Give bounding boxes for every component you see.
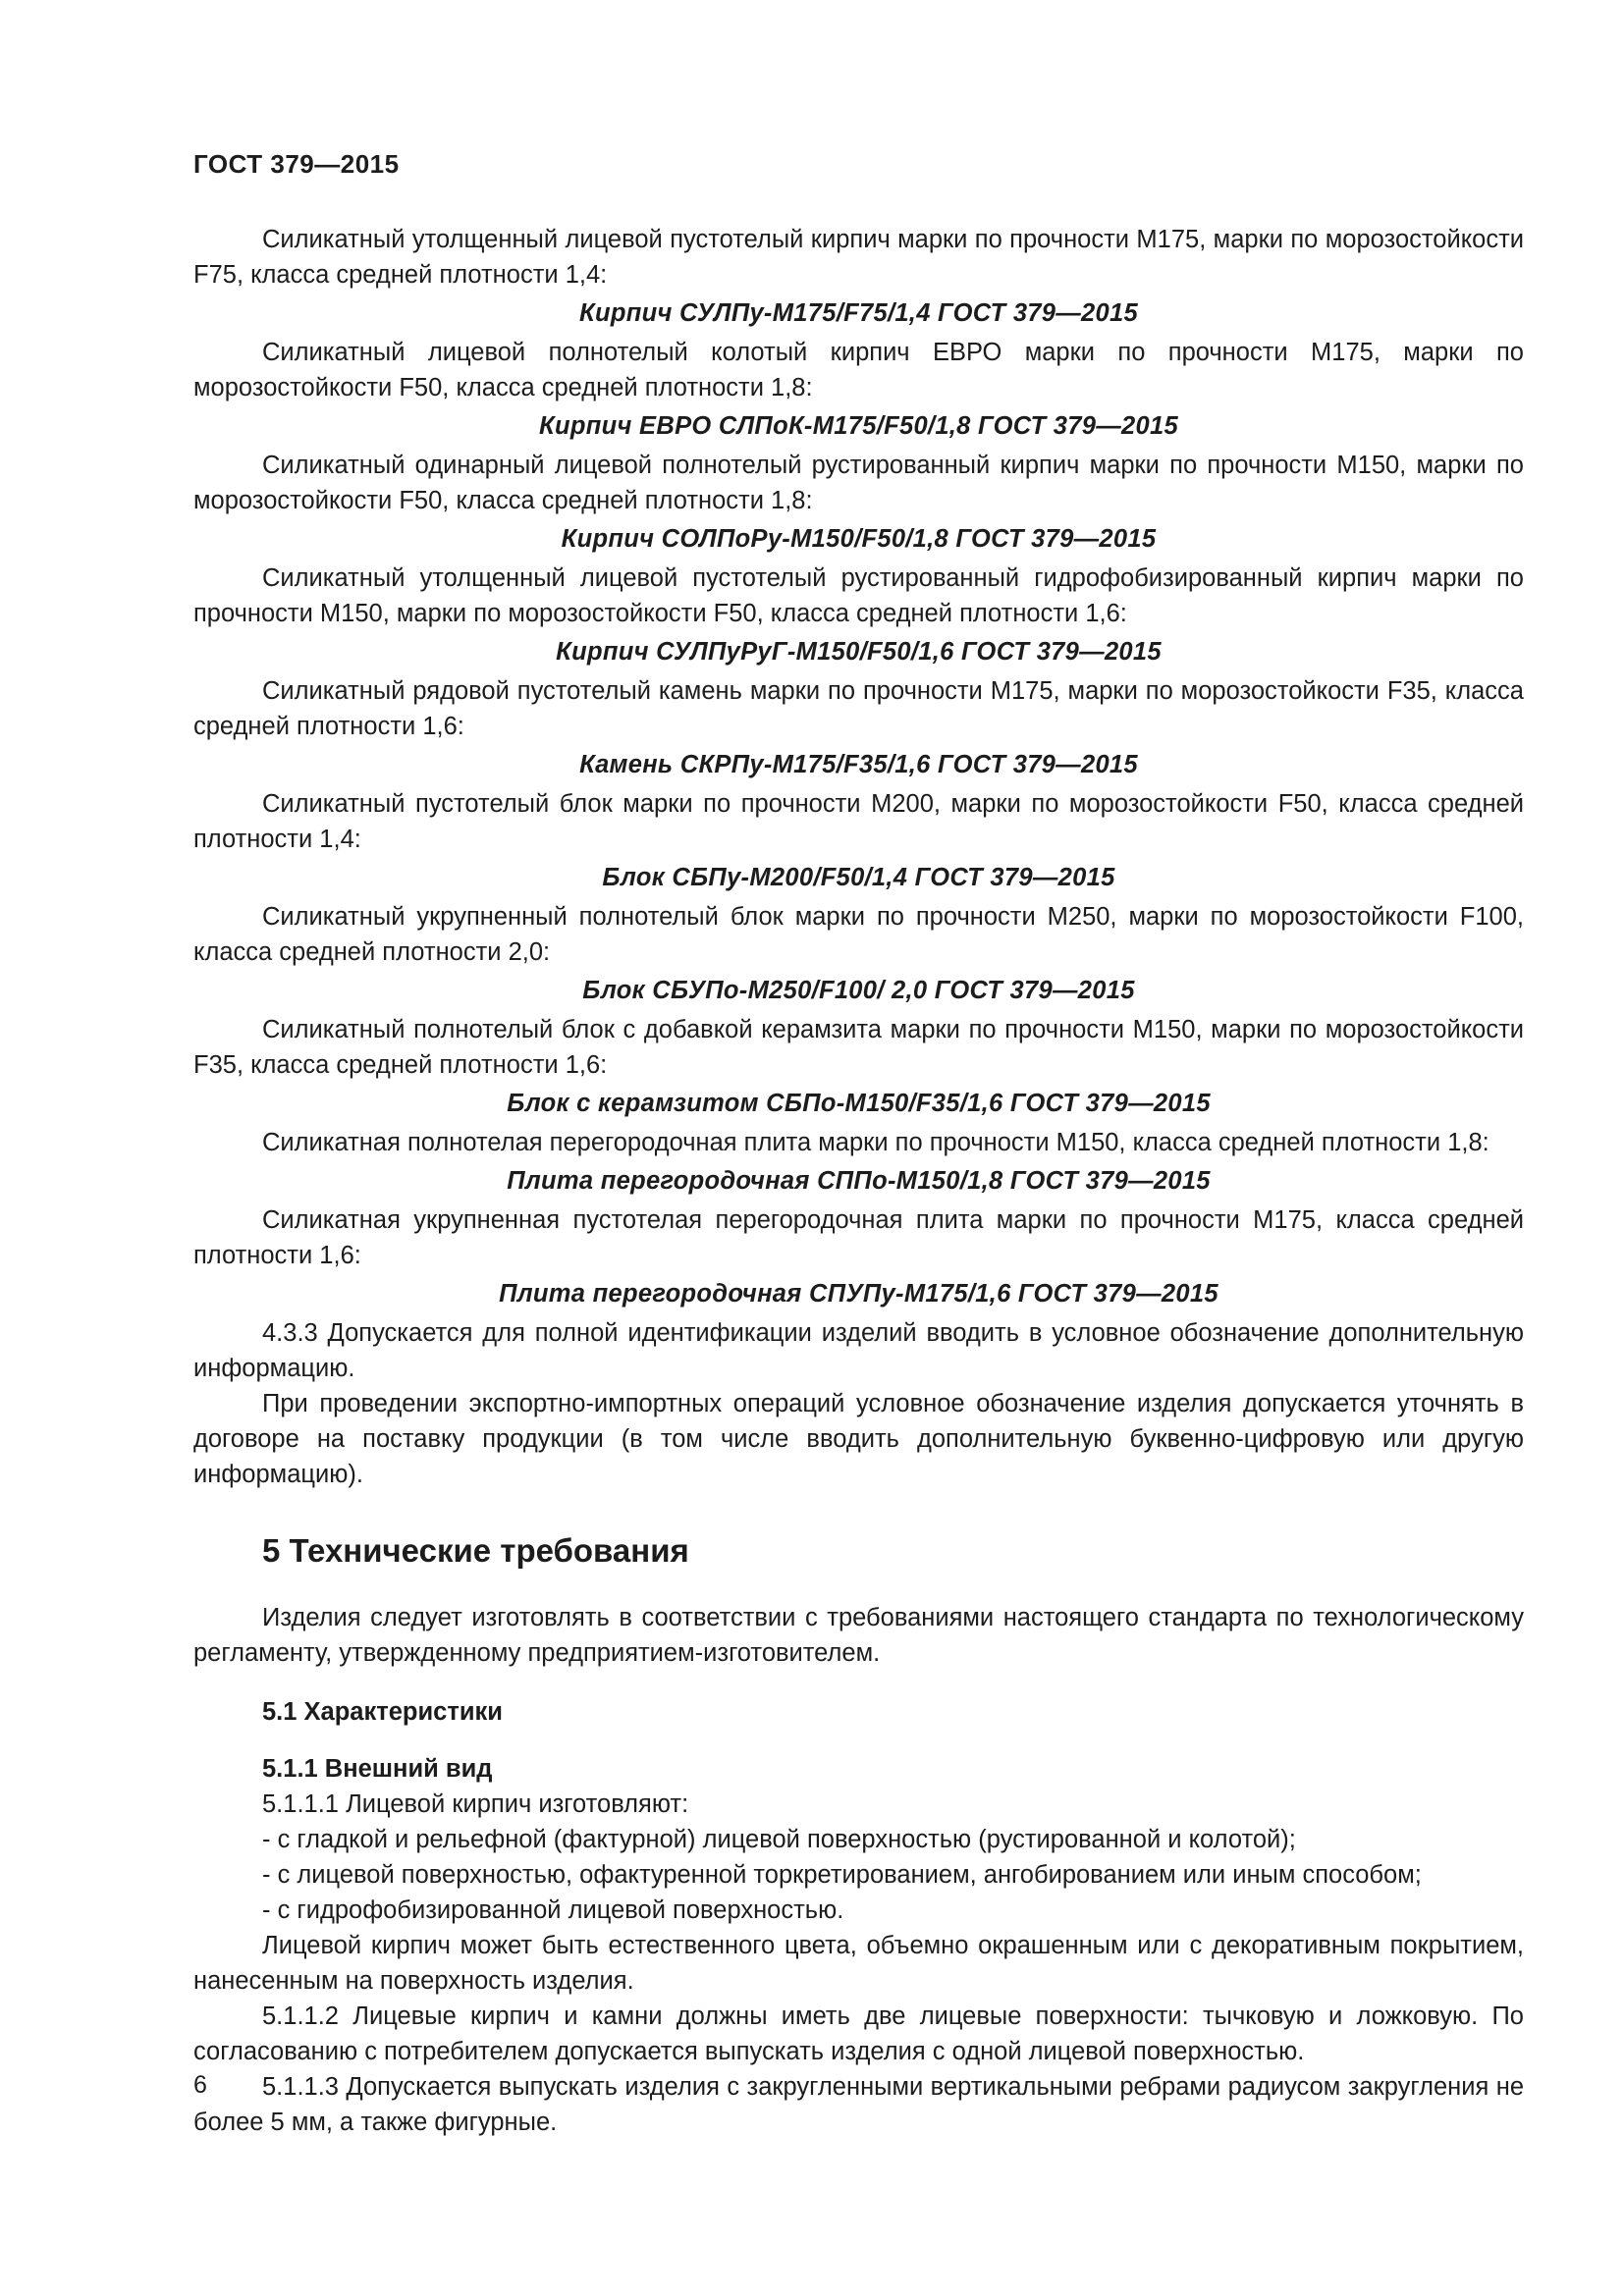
paragraph: 5.1.1.1 Лицевой кирпич изготовляют: <box>262 1790 689 1818</box>
paragraph: Силикатный лицевой полнотелый колотый кирпич ЕВРО марки по прочности М175, марки по морозостойкости F50, класса средней плотности 1,8: <box>193 339 1524 401</box>
designation: Блок с керамзитом СБПо-М150/F35/1,6 ГОСТ 379—2015 <box>507 1090 1211 1117</box>
paragraph: Лицевой кирпич может быть естественного цвета, объемно окрашенным или с декоративным покрытием, нанесенным на поверхность изделия. <box>193 1932 1524 1995</box>
paragraph: 5.1.1.3 Допускается выпускать изделия с закругленными вертикальными ребрами радиусом закругления не более 5 мм, а также фигурные. <box>193 2073 1524 2136</box>
designation: Блок СБПу-М200/F50/1,4 ГОСТ 379—2015 <box>602 864 1115 891</box>
designation: Кирпич СУЛПу-М175/F75/1,4 ГОСТ 379—2015 <box>578 299 1138 327</box>
paragraph: Силикатный полнотелый блок с добавкой керамзита марки по прочности М150, марки по морозостойкости F35, класса средней плотности 1,6: <box>193 1016 1524 1079</box>
list-item: - с лицевой поверхностью, офактуренной торкретированием, ангобированием или иным способом; <box>262 1861 1422 1889</box>
paragraph: Силикатная укрупненная пустотелая перегородочная плита марки по прочности М175, класса средней плотности 1,6: <box>193 1206 1524 1269</box>
paragraph: Силикатный утолщенный лицевой пустотелый рустированный гидрофобизированный кирпич марки по прочности М150, марки по морозостойкости F50, класса средней плотности 1,6: <box>193 564 1524 627</box>
paragraph: Силикатный утолщенный лицевой пустотелый кирпич марки по прочности М175, марки по морозостойкости F75, класса средней плотности 1,4: <box>193 226 1524 289</box>
paragraph: Силикатный рядовой пустотелый камень марки по прочности М175, марки по морозостойкости F35, класса средней плотности 1,6: <box>193 677 1524 740</box>
paragraph: При проведении экспортно-импортных операций условное обозначение изделия допускается уточнять в договоре на поставку продукции (в том числе вводить дополнительную буквенно-цифровую или другую информацию). <box>193 1390 1524 1488</box>
paragraph: Силикатный укрупненный полнотелый блок марки по прочности М250, марки по морозостойкости F100, класса средней плотности 2,0: <box>193 903 1524 966</box>
section-title: 5 Технические требования <box>262 1532 689 1569</box>
paragraph: Силикатная полнотелая перегородочная плита марки по прочности М150, класса средней плотности 1,8: <box>262 1129 1489 1156</box>
paragraph: 4.3.3 Допускается для полной идентификации изделий вводить в условное обозначение дополнительную информацию. <box>193 1319 1524 1382</box>
list-item: - с гидрофобизированной лицевой поверхностью. <box>262 1896 844 1924</box>
subsection-title: 5.1 Характеристики <box>262 1698 503 1726</box>
paragraph: Силикатный пустотелый блок марки по прочности М200, марки по морозостойкости F50, класса средней плотности 1,4: <box>193 790 1524 853</box>
designation: Кирпич СОЛПоРу-М150/F50/1,8 ГОСТ 379—2015 <box>561 525 1157 553</box>
designation: Кирпич СУЛПуРуГ-М150/F50/1,6 ГОСТ 379—2015 <box>556 638 1162 666</box>
page-number: 6 <box>193 2071 207 2099</box>
list-item: - с гладкой и рельефной (фактурной) лицевой поверхностью (рустированной и колотой); <box>262 1826 1296 1853</box>
subsubsection-title: 5.1.1 Внешний вид <box>262 1755 493 1783</box>
paragraph: Изделия следует изготовлять в соответствии с требованиями настоящего стандарта по технологическому регламенту, утвержденному предприятием-изготовителем. <box>193 1604 1524 1667</box>
document-header: ГОСТ 379—2015 <box>193 149 400 179</box>
designation: Плита перегородочная СППо-М150/1,8 ГОСТ 379—2015 <box>507 1167 1211 1195</box>
designation: Камень СКРПу-М175/F35/1,6 ГОСТ 379—2015 <box>579 751 1138 778</box>
designation: Плита перегородочная СПУПу-М175/1,6 ГОСТ 379—2015 <box>499 1280 1218 1308</box>
designation: Кирпич ЕВРО СЛПоК-М175/F50/1,8 ГОСТ 379—2015 <box>539 412 1178 440</box>
paragraph: Силикатный одинарный лицевой полнотелый рустированный кирпич марки по прочности М150, марки по морозостойкости F50, класса средней плотности 1,8: <box>193 452 1524 514</box>
document-body <box>193 222 1524 2140</box>
paragraph: 5.1.1.2 Лицевые кирпич и камни должны иметь две лицевые поверхности: тычковую и ложковую. По согласованию с потребителем допускается выпускать изделия с одной лицевой поверхностью. <box>193 2002 1524 2065</box>
designation: Блок СБУПо-М250/F100/ 2,0 ГОСТ 379—2015 <box>582 977 1135 1004</box>
